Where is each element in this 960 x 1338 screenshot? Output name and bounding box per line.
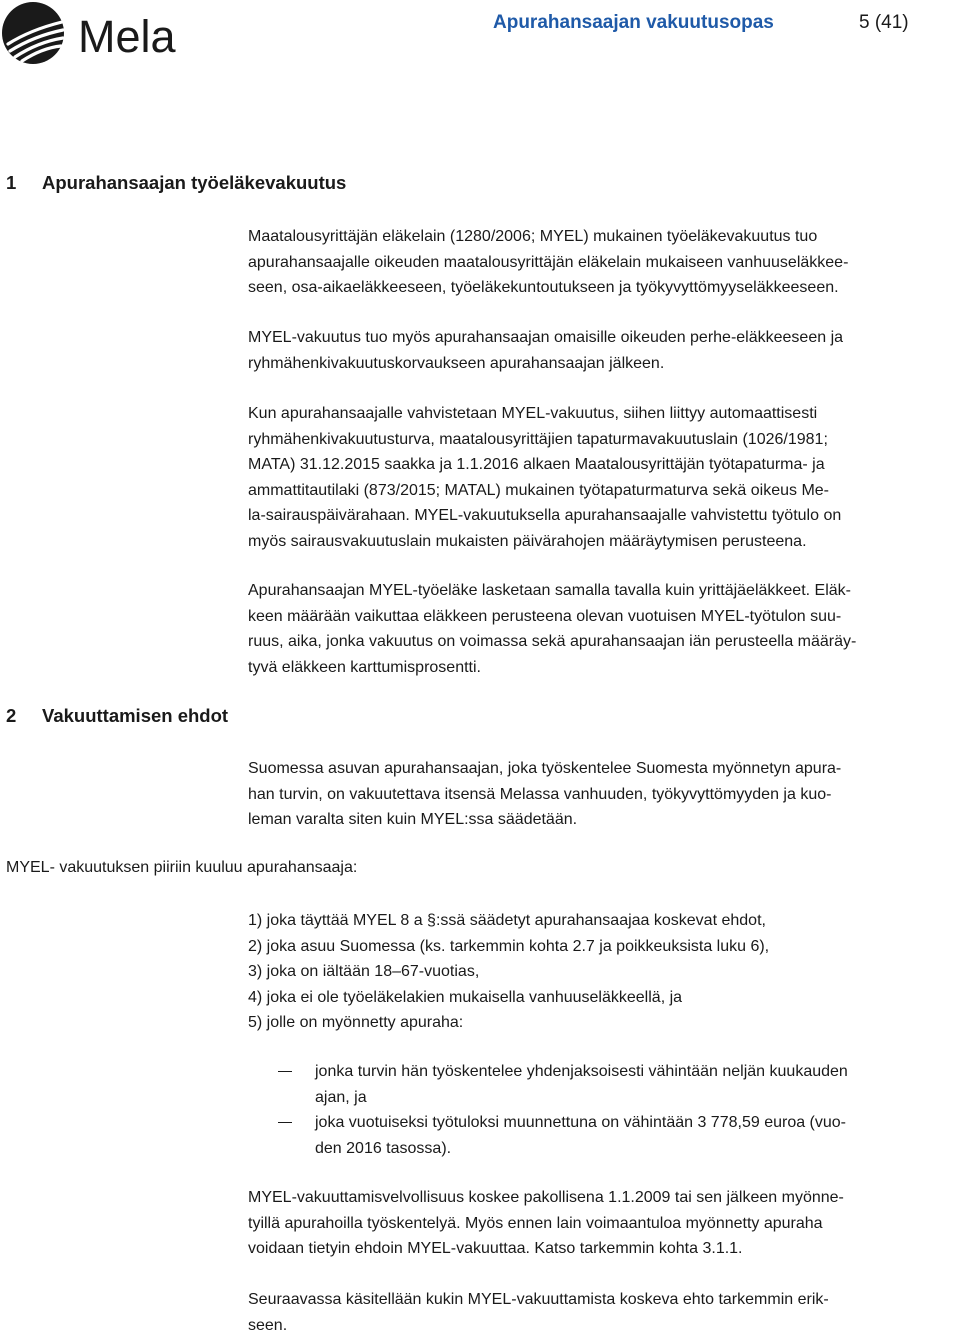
bullet-item-1 — [278, 1059, 960, 1110]
text-line: Apurahansaajan MYEL-työeläke lasketaan samalla tavalla kuin yrittäjäeläkkeet. Eläk- — [248, 578, 960, 604]
condition-item: 5) jolle on myönnetty apuraha: — [248, 1010, 960, 1036]
mela-logo-mark — [0, 0, 190, 66]
text-line: apurahansaajalle oikeuden maatalousyrittäjän eläkelain mukaiseen vanhuuseläkkee- — [248, 250, 960, 276]
dash-bullet-icon — [278, 1071, 292, 1072]
section-1-paragraph-2 — [248, 325, 960, 376]
section-1-paragraph-3 — [248, 401, 960, 554]
text-line: tyillä apurahoilla työskentelyä. Myös ennen lain voimaantuloa myönnetty apuraha — [248, 1211, 960, 1237]
text-line: ammattitautilaki (873/2015; MATAL) mukainen työtapaturmaturva sekä oikeus Me- — [248, 478, 960, 504]
document-title: Apurahansaajan vakuutusopas — [493, 12, 774, 34]
text-line: MYEL-vakuuttamisvelvollisuus koskee pakollisena 1.1.2009 tai sen jälkeen myönne- — [248, 1185, 960, 1211]
text-line: ruus, aika, jonka vakuutus on voimassa sekä apurahansaajan iän perusteella määräy- — [248, 629, 960, 655]
text-line: MATA) 31.12.2015 saakka ja 1.1.2016 alkaen Maatalousyrittäjän työtapaturma- ja — [248, 452, 960, 478]
conditions-list — [248, 908, 960, 1036]
section-2-intro — [248, 756, 960, 833]
section-1-heading — [6, 172, 346, 194]
text-line: Seuraavassa käsitellään kukin MYEL-vakuuttamista koskeva ehto tarkemmin erik- — [248, 1287, 960, 1313]
text-line: den 2016 tasossa). — [315, 1136, 846, 1162]
page-number: 5 (41) — [859, 12, 909, 34]
condition-item: 1) joka täyttää MYEL 8 a §:ssä säädetyt apurahansaajaa koskevat ehdot, — [248, 908, 960, 934]
text-line: keen määrään vaikuttaa eläkkeen perusteena olevan vuotuisen MYEL-työtulon suu- — [248, 604, 960, 630]
text-line: jonka turvin hän työskentelee yhdenjaksoisesti vähintään neljän kuukauden — [315, 1059, 848, 1085]
section-1-paragraph-4 — [248, 578, 960, 680]
dash-bullet-icon — [278, 1122, 292, 1123]
section-1-paragraph-1 — [248, 224, 960, 301]
condition-item: 3) joka on iältään 18–67-vuotias, — [248, 959, 960, 985]
text-line: MYEL-vakuutus tuo myös apurahansaajan omaisille oikeuden perhe-eläkkeeseen ja — [248, 325, 960, 351]
bullet-item-2 — [278, 1110, 960, 1161]
text-line: ryhmähenkivakuutusturva, maatalousyrittäjien tapaturmavakuutuslain (1026/1981; — [248, 427, 960, 453]
logo-wordmark: Mela — [78, 11, 177, 62]
section-2-title: Vakuuttamisen ehdot — [42, 705, 228, 726]
section-1-title: Apurahansaajan työeläkevakuutus — [42, 172, 346, 193]
text-line: myös sairausvakuutuslain mukaisten päivärahojen määräytymisen perusteena. — [248, 529, 960, 555]
section-2-closing-paragraph-2 — [248, 1287, 960, 1338]
text-line: han turvin, on vakuutettava itsensä Melassa vanhuuden, työkyvyttömyyden ja kuo- — [248, 782, 960, 808]
condition-item: 2) joka asuu Suomessa (ks. tarkemmin kohta 2.7 ja poikkeuksista luku 6), — [248, 934, 960, 960]
coverage-side-label: MYEL- vakuutuksen piiriin kuuluu apurahansaaja: — [6, 859, 357, 877]
text-line: la-sairauspäivärahaan. MYEL-vakuutuksella apurahansaajalle vahvistettu työtulo on — [248, 503, 960, 529]
text-line: seen. — [248, 1313, 960, 1338]
text-line: voidaan tietyin ehdoin MYEL-vakuuttaa. Katso tarkemmin kohta 3.1.1. — [248, 1236, 960, 1262]
section-2-closing-paragraph-1 — [248, 1185, 960, 1262]
section-2-number: 2 — [6, 705, 42, 727]
section-2-heading — [6, 705, 228, 727]
text-line: Maatalousyrittäjän eläkelain (1280/2006; MYEL) mukainen työeläkevakuutus tuo — [248, 224, 960, 250]
text-line: Suomessa asuvan apurahansaajan, joka työskentelee Suomesta myönnetyn apura- — [248, 756, 960, 782]
text-line: ajan, ja — [315, 1085, 848, 1111]
text-line: leman varalta siten kuin MYEL:ssa säädetään. — [248, 807, 960, 833]
mela-logo — [0, 0, 190, 66]
section-1-number: 1 — [6, 172, 42, 194]
text-line: tyvä eläkkeen karttumisprosentti. — [248, 655, 960, 681]
text-line: seen, osa-aikaeläkkeeseen, työeläkekuntoutukseen ja työkyvyttömyyseläkkeeseen. — [248, 275, 960, 301]
text-line: joka vuotuiseksi työtuloksi muunnettuna on vähintään 3 778,59 euroa (vuo- — [315, 1110, 846, 1136]
text-line: ryhmähenkivakuutuskorvaukseen apurahansaajan jälkeen. — [248, 351, 960, 377]
text-line: Kun apurahansaajalle vahvistetaan MYEL-vakuutus, siihen liittyy automaattisesti — [248, 401, 960, 427]
condition-item: 4) joka ei ole työeläkelakien mukaisella vanhuuseläkkeellä, ja — [248, 985, 960, 1011]
